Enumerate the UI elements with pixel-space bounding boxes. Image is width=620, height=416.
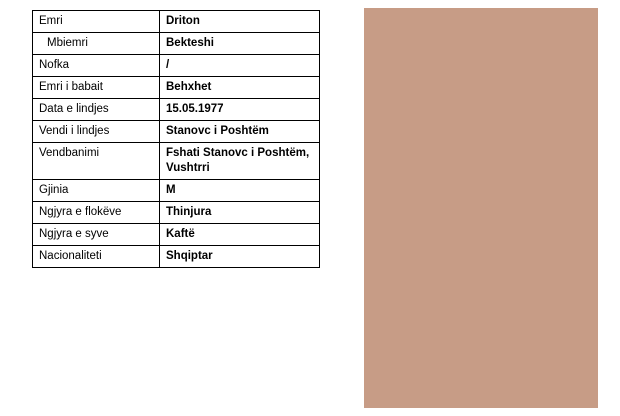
record-field-label: Nofka bbox=[33, 55, 160, 77]
table-row bbox=[33, 202, 320, 224]
person-photo bbox=[364, 8, 598, 408]
record-field-value: 15.05.1977 bbox=[160, 99, 320, 121]
record-field-label: Emri i babait bbox=[33, 77, 160, 99]
record-field-value: Thinjura bbox=[160, 202, 320, 224]
record-table-body bbox=[33, 11, 320, 268]
record-field-value: Driton bbox=[160, 11, 320, 33]
record-field-label: Vendi i lindjes bbox=[33, 121, 160, 143]
table-row bbox=[33, 33, 320, 55]
record-field-label: Mbiemri bbox=[33, 33, 160, 55]
record-field-label: Vendbanimi bbox=[33, 143, 160, 180]
portrait-photo-canvas bbox=[364, 8, 598, 408]
table-row bbox=[33, 143, 320, 180]
record-field-label: Gjinia bbox=[33, 180, 160, 202]
table-row bbox=[33, 180, 320, 202]
table-row bbox=[33, 99, 320, 121]
record-field-label: Ngjyra e flokëve bbox=[33, 202, 160, 224]
table-row bbox=[33, 246, 320, 268]
table-row bbox=[33, 55, 320, 77]
record-field-value: Bekteshi bbox=[160, 33, 320, 55]
table-row bbox=[33, 11, 320, 33]
record-field-value: Behxhet bbox=[160, 77, 320, 99]
record-field-value: Fshati Stanovc i Poshtëm, Vushtrri bbox=[160, 143, 320, 180]
table-row bbox=[33, 224, 320, 246]
record-field-value: / bbox=[160, 55, 320, 77]
table-row bbox=[33, 77, 320, 99]
person-record-table bbox=[32, 10, 320, 268]
record-field-label: Ngjyra e syve bbox=[33, 224, 160, 246]
record-field-value: Stanovc i Poshtëm bbox=[160, 121, 320, 143]
record-field-label: Emri bbox=[33, 11, 160, 33]
record-field-value: M bbox=[160, 180, 320, 202]
record-field-label: Data e lindjes bbox=[33, 99, 160, 121]
table-row bbox=[33, 121, 320, 143]
record-field-value: Shqiptar bbox=[160, 246, 320, 268]
record-field-value: Kaftë bbox=[160, 224, 320, 246]
record-field-label: Nacionaliteti bbox=[33, 246, 160, 268]
